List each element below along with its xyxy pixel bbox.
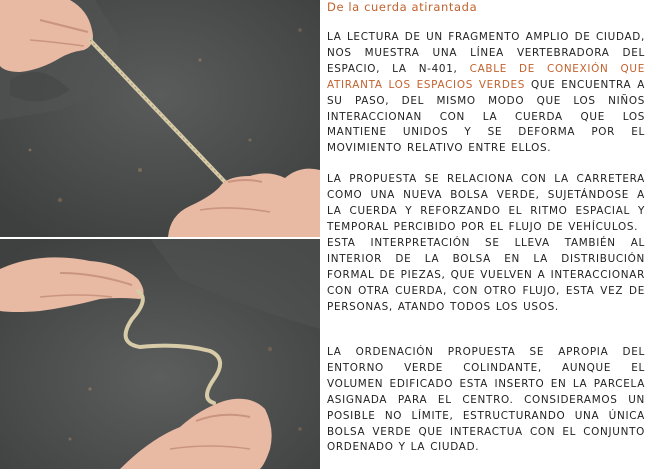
- paragraph-2: LA PROPUESTA SE RELACIONA CON LA CARRETERA COMO UNA NUEVA BOLSA VERDE, SUJETÁNDOSE A LA CUERDA Y REFORZANDO EL RITMO ESPACIAL Y TEMPORAL PERCIBIDO POR EL FLUJO DE VEHÍCULOS.: [327, 173, 645, 233]
- paragraph-1-highlight: CABLE DE CONEXIÓN QUE ATIRANTA LOS ESPACIOS VERDES: [327, 62, 645, 91]
- paragraph-3: ESTA INTERPRETACIÓN SE LLEVA TAMBIÉN AL INTERIOR DE LA BOLSA EN LA DISTRIBUCIÓN FORMAL DE PIEZAS, QUE VUELVEN A INTERACCIONAR CON OTRA CUERDA, CON OTRO FLUJO, ESTA VEZ DE PERSONAS, ATANDO TODOS LOS USOS.: [327, 237, 645, 313]
- photo-slack-rope: [0, 239, 320, 469]
- text-column: [327, 0, 645, 469]
- photo-taut-rope: [0, 0, 320, 237]
- paragraph-1-end: QUE ENCUENTRA A SU PASO, DEL MISMO MODO QUE LOS NIÑOS INTERACCIONAN CON LA CUERDA QUE LOS MANTIENE UNIDOS Y SE DEFORMA POR EL MOVIMIENTO RELATIVO ENTRE ELLOS.: [327, 78, 646, 155]
- paragraph-4: LA ORDENACIÓN PROPUESTA SE APROPIA DEL ENTORNO VERDE COLINDANTE, AUNQUE EL VOLUMEN EDIFICADO ESTA INSERTO EN LA PARCELA ASIGNADA PARA EL CENTRO. CONSIDERAMOS UN POSIBLE NO LÍMITE, ESTRUCTURANDO UNA ÚNICA BOLSA VERDE QUE INTERACTUA CON EL CONJUNTO ORDENADO Y LA CIUDAD.: [327, 346, 645, 454]
- paragraph-1-start: LA LECTURA DE UN FRAGMENTO AMPLIO DE CIUDAD, NOS MUESTRA UNA LÍNEA VERTEBRADORA DEL ESPACIO, LA N-401,: [327, 31, 645, 75]
- section-heading: De la cuerda atirantada: [327, 0, 478, 14]
- paragraph-1: [327, 30, 645, 157]
